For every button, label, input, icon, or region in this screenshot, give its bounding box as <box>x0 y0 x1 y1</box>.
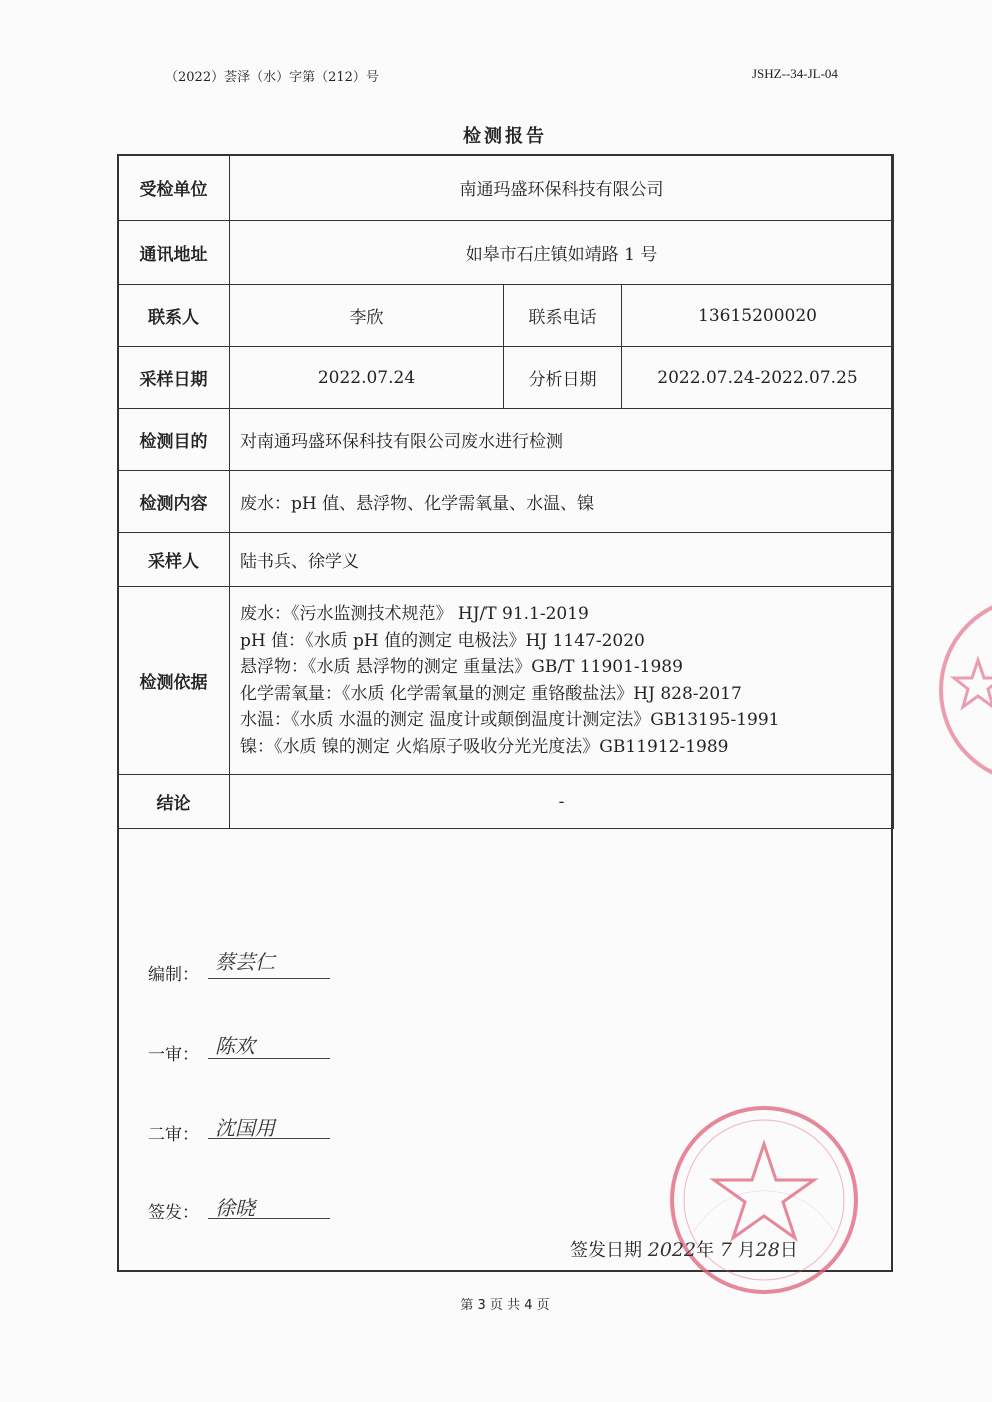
content-label: 检测内容 <box>118 471 230 533</box>
review2-label: 二审： <box>148 1125 199 1145</box>
table-row <box>118 409 894 471</box>
table-row <box>118 285 894 347</box>
conclusion-value: - <box>230 775 894 829</box>
issue-line <box>208 1218 330 1219</box>
basis-line: 水温：《水质 水温的测定 温度计或颠倒温度计测定法》GB13195-1991 <box>240 710 780 730</box>
address-label: 通讯地址 <box>118 221 230 285</box>
table-row <box>118 533 894 587</box>
review2-line <box>208 1138 330 1139</box>
review1-line <box>208 1058 330 1059</box>
issue-year: 2022 <box>647 1239 697 1261</box>
phone-label: 联系电话 <box>504 285 622 347</box>
review1-label: 一审： <box>148 1045 199 1065</box>
page-title: 检测报告 <box>463 126 547 147</box>
year-unit: 年 <box>696 1240 715 1261</box>
table-row <box>118 775 894 829</box>
table-row <box>118 587 894 775</box>
analysis-date-value: 2022.07.24-2022.07.25 <box>622 347 894 409</box>
report-table <box>117 154 894 829</box>
issue-label: 签发： <box>148 1203 199 1223</box>
client-value: 南通玛盛环保科技有限公司 <box>230 155 894 221</box>
issue-month: 7 <box>719 1239 732 1261</box>
page-footer: 第 3 页 共 4 页 <box>460 1298 550 1313</box>
address-value: 如皋市石庄镇如靖路 1 号 <box>230 221 894 285</box>
table-row <box>118 155 894 221</box>
contact-label: 联系人 <box>118 285 230 347</box>
basis-line: pH 值：《水质 pH 值的测定 电极法》HJ 1147-2020 <box>240 630 645 651</box>
sampling-date-value: 2022.07.24 <box>230 347 504 409</box>
basis-line: 悬浮物：《水质 悬浮物的测定 重量法》GB/T 11901-1989 <box>240 657 683 677</box>
doc-number: （2022）荟泽（水）字第（212）号 <box>165 70 379 85</box>
compile-line <box>208 978 330 979</box>
basis-line: 镍：《水质 镍的测定 火焰原子吸收分光光度法》GB11912-1989 <box>240 736 729 757</box>
conclusion-label: 结论 <box>118 775 230 829</box>
table-row <box>118 471 894 533</box>
table-row <box>118 221 894 285</box>
company-seal-icon <box>664 1102 864 1298</box>
compile-label: 编制： <box>148 965 199 985</box>
client-label: 受检单位 <box>118 155 230 221</box>
issue-date <box>570 1236 798 1262</box>
basis-line: 废水：《污水监测技术规范》 HJ/T 91.1-2019 <box>240 604 589 624</box>
day-unit: 日 <box>779 1240 798 1261</box>
basis-list <box>230 587 894 775</box>
review1-signature: 陈欢 <box>215 1034 255 1058</box>
sampler-label: 采样人 <box>118 533 230 587</box>
form-code: JSHZ--34-JL-04 <box>752 66 838 81</box>
compile-signature: 蔡芸仁 <box>215 950 275 974</box>
phone-value: 13615200020 <box>622 285 894 347</box>
issue-date-label: 签发日期 <box>570 1240 642 1261</box>
table-row <box>118 347 894 409</box>
issue-signature: 徐晓 <box>215 1196 255 1220</box>
side-seal-icon <box>938 590 992 790</box>
review2-signature: 沈国用 <box>215 1116 275 1140</box>
basis-label: 检测依据 <box>118 587 230 775</box>
analysis-date-label: 分析日期 <box>504 347 622 409</box>
content-value: 废水：pH 值、悬浮物、化学需氧量、水温、镍 <box>230 471 894 533</box>
sampling-date-label: 采样日期 <box>118 347 230 409</box>
purpose-value: 对南通玛盛环保科技有限公司废水进行检测 <box>230 409 894 471</box>
purpose-label: 检测目的 <box>118 409 230 471</box>
basis-line: 化学需氧量：《水质 化学需氧量的测定 重铬酸盐法》HJ 828-2017 <box>240 683 742 704</box>
issue-day: 28 <box>755 1239 780 1261</box>
contact-value: 李欣 <box>230 285 504 347</box>
month-unit: 月 <box>737 1240 756 1261</box>
sampler-value: 陆书兵、徐学义 <box>230 533 894 587</box>
